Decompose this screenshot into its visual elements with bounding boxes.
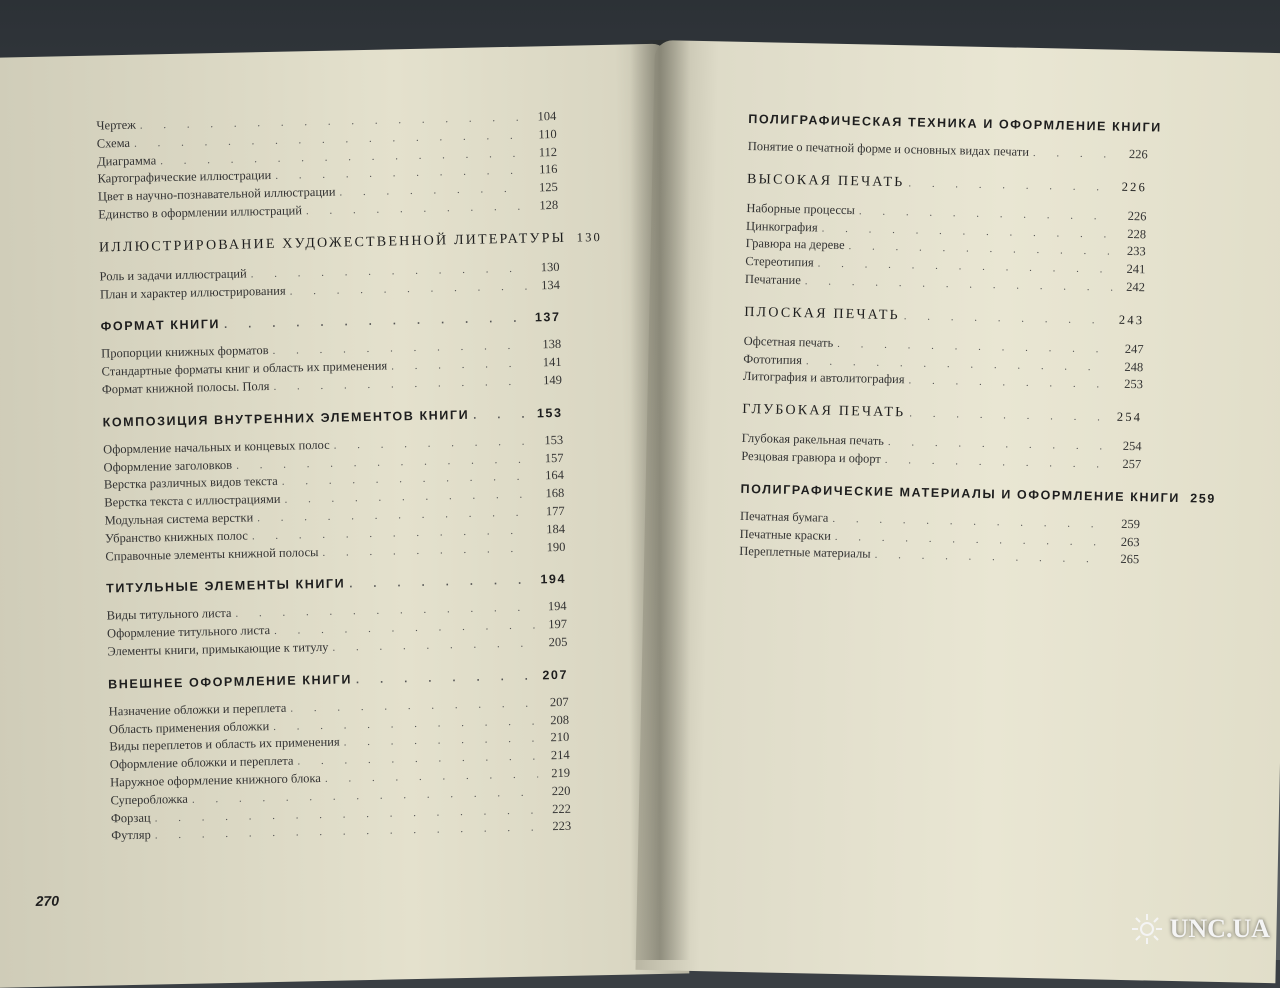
entry-label: Суперобложка — [110, 791, 188, 809]
toc-section — [106, 572, 568, 661]
toc-section — [101, 310, 563, 399]
entry-label: Диаграмма — [97, 152, 156, 170]
leader-dots — [885, 452, 1110, 473]
entry-page-number: 263 — [1111, 533, 1139, 550]
entry-label: Наружное оформление книжного блока — [110, 770, 321, 791]
entry-page-number: 259 — [1112, 515, 1140, 532]
section-heading — [106, 572, 566, 596]
entry-page-number: 233 — [1117, 243, 1145, 260]
entry-page-number: 210 — [541, 729, 569, 746]
section-heading-label: ПОЛИГРАФИЧЕСКАЯ ТЕХНИКА И ОФОРМЛЕНИЕ КНИГИ — [748, 112, 1162, 135]
entry-page-number: 177 — [536, 503, 564, 520]
entry-page-number: 214 — [542, 747, 570, 764]
section-page-number: 243 — [1116, 313, 1144, 329]
entry-label: Пропорции книжных форматов — [101, 342, 269, 362]
section-heading — [99, 231, 559, 257]
section-heading — [742, 402, 1142, 426]
entry-label: Виды переплетов и область их применения — [109, 734, 340, 756]
watermark-text: UNC.UA — [1170, 914, 1270, 944]
entry-label: Роль и задачи иллюстраций — [99, 265, 246, 285]
entry-label: Картографические иллюстрации — [97, 167, 271, 187]
toc-section — [741, 402, 1142, 474]
entry-page-number: 254 — [1113, 438, 1141, 455]
entry-page-number: 207 — [540, 694, 568, 711]
leader-dots — [273, 374, 530, 396]
section-heading — [744, 305, 1144, 329]
section-page-number: 226 — [1119, 180, 1147, 196]
entry-page-number: 134 — [532, 276, 560, 293]
entry-label: Убранство книжных полос — [105, 527, 248, 547]
entry-label: Верстка текста с иллюстрациями — [104, 491, 281, 511]
section-heading-label: ПЛОСКАЯ ПЕЧАТЬ — [744, 305, 900, 324]
leader-dots — [1033, 145, 1116, 164]
entry-page-number: 128 — [530, 197, 558, 214]
section-heading-label: ИЛЛЮСТРИРОВАНИЕ ХУДОЖЕСТВЕННОЙ ЛИТЕРАТУРЫ — [99, 231, 566, 257]
entry-page-number: 110 — [529, 126, 557, 143]
section-page-number: 153 — [534, 406, 562, 421]
leader-dots — [306, 199, 527, 220]
left-page — [0, 44, 689, 988]
toc-section — [108, 668, 571, 846]
section-heading — [748, 112, 1148, 134]
leader-dots — [224, 313, 529, 331]
section-heading-label: КОМПОЗИЦИЯ ВНУТРЕННИХ ЭЛЕМЕНТОВ КНИГИ — [103, 408, 470, 430]
book-gutter — [630, 40, 690, 960]
entry-label: Схема — [97, 135, 131, 152]
leader-dots — [908, 177, 1115, 193]
entry-page-number: 223 — [543, 818, 571, 835]
entry-page-number: 112 — [529, 144, 557, 161]
entry-label: Оформление заголовков — [103, 456, 232, 475]
toc-section — [739, 482, 1141, 570]
leader-dots — [289, 278, 528, 300]
entry-page-number: 247 — [1115, 340, 1143, 357]
entry-label: Назначение обложки и переплета — [109, 699, 287, 720]
leader-dots — [904, 310, 1113, 326]
leader-dots — [909, 408, 1110, 424]
entry-label: Модульная система верстки — [105, 509, 254, 529]
entry-page-number: 138 — [533, 336, 561, 353]
entry-label: Форзац — [111, 809, 151, 827]
leader-dots — [874, 547, 1107, 569]
entry-label: Стереотипия — [745, 253, 814, 271]
entry-page-number: 248 — [1115, 358, 1143, 375]
entry-label: Наборные процессы — [746, 200, 855, 219]
entry-label: Область применения обложки — [109, 718, 269, 738]
toc-entry — [748, 138, 1148, 164]
entry-label: Переплетные материалы — [739, 543, 871, 563]
leader-dots — [473, 408, 531, 421]
entry-page-number: 228 — [1118, 225, 1146, 242]
page-number: 270 — [35, 893, 59, 909]
entry-label: Цинкография — [746, 218, 818, 236]
entry-page-number: 104 — [528, 108, 556, 125]
entry-page-number: 220 — [542, 783, 570, 800]
section-page-number: 130 — [574, 230, 602, 246]
entry-page-number: 208 — [541, 711, 569, 728]
entry-label: Понятие о печатной форме и основных видах печати — [748, 138, 1030, 161]
right-toc — [739, 106, 1149, 585]
entry-label: Печатание — [745, 271, 801, 289]
entry-label: Элементы книги, примыкающие к титулу — [107, 639, 328, 660]
entry-label: Оформление начальных и концевых полос — [103, 437, 330, 459]
entry-label: Верстка различных видов текста — [104, 473, 278, 493]
watermark — [1130, 912, 1270, 946]
toc-section — [748, 112, 1149, 164]
entry-label: Цвет в научно-познавательной иллюстрации — [98, 184, 336, 206]
entry-page-number: 153 — [535, 432, 563, 449]
section-page-number: 207 — [540, 668, 568, 683]
leader-dots — [356, 670, 536, 686]
section-heading — [103, 406, 563, 430]
leader-dots — [349, 575, 534, 591]
entry-page-number: 241 — [1117, 261, 1145, 278]
entry-page-number: 141 — [533, 354, 561, 371]
section-heading — [101, 310, 561, 334]
entry-label: Печатная бумага — [740, 508, 829, 527]
sun-logo-icon — [1130, 912, 1164, 946]
entry-page-number: 116 — [529, 161, 557, 178]
entry-page-number: 197 — [539, 616, 567, 633]
entry-label: План и характер иллюстрирования — [100, 282, 286, 303]
left-toc — [96, 108, 571, 862]
entry-page-number: 226 — [1118, 208, 1146, 225]
entry-label: Гравюра на дереве — [746, 235, 845, 254]
section-heading-label: ПОЛИГРАФИЧЕСКИЕ МАТЕРИАЛЫ И ОФОРМЛЕНИЕ КНИГИ — [740, 482, 1180, 505]
section-heading-label: ФОРМАТ КНИГИ — [101, 317, 221, 333]
toc-section — [743, 305, 1145, 395]
entry-label: Формат книжной полосы. Поля — [102, 378, 270, 398]
entry-page-number: 190 — [537, 538, 565, 555]
entry-page-number: 130 — [531, 259, 559, 276]
section-page-number — [1162, 132, 1190, 133]
entry-label: Справочные элементы книжной полосы — [105, 544, 318, 565]
entry-page-number: 265 — [1111, 551, 1139, 568]
entry-page-number: 253 — [1115, 376, 1143, 393]
leader-dots — [908, 373, 1111, 394]
entry-label: Глубокая ракельная печать — [741, 430, 884, 450]
entry-page-number: 205 — [539, 634, 567, 651]
entry-page-number: 226 — [1120, 146, 1148, 163]
entry-label: Футляр — [111, 827, 151, 845]
entry-label: Фототипия — [743, 350, 802, 368]
entry-label: Стандартные форматы книг и область их применения — [101, 358, 387, 381]
entry-label: Единство в оформлении иллюстраций — [98, 202, 302, 223]
leader-dots — [322, 540, 533, 561]
toc-section — [103, 406, 566, 566]
leader-dots — [332, 635, 535, 656]
entry-page-number: 125 — [530, 179, 558, 196]
section-heading-label: ТИТУЛЬНЫЕ ЭЛЕМЕНТЫ КНИГИ — [106, 577, 345, 596]
section-page-number: 259 — [1188, 491, 1216, 506]
section-heading — [108, 668, 568, 692]
section-heading-label: ВЫСОКАЯ ПЕЧАТЬ — [747, 172, 905, 191]
section-page-number: 194 — [538, 572, 566, 587]
section-page-number: 137 — [532, 310, 560, 325]
toc-section — [745, 172, 1147, 297]
section-heading-label: ВНЕШНЕЕ ОФОРМЛЕНИЕ КНИГИ — [108, 672, 352, 691]
entry-page-number: 194 — [538, 598, 566, 615]
toc-section — [99, 231, 560, 304]
entry-page-number: 157 — [535, 449, 563, 466]
entry-page-number: 149 — [534, 372, 562, 389]
entry-page-number: 242 — [1117, 279, 1145, 296]
entry-label: Чертеж — [96, 117, 136, 135]
section-page-number: 254 — [1114, 410, 1142, 426]
entry-label: Печатные краски — [740, 525, 832, 544]
section-heading-label: ГЛУБОКАЯ ПЕЧАТЬ — [742, 402, 905, 421]
entry-label: Оформление обложки и переплета — [110, 753, 294, 774]
entry-label: Резцовая гравюра и офорт — [741, 448, 881, 468]
entry-label: Офсетная печать — [744, 333, 834, 352]
entry-page-number: 257 — [1113, 456, 1141, 473]
entry-page-number: 222 — [543, 800, 571, 817]
entry-page-number: 184 — [537, 521, 565, 538]
entry-page-number: 164 — [536, 467, 564, 484]
entry-page-number: 168 — [536, 485, 564, 502]
section-heading — [740, 482, 1140, 504]
section-heading — [747, 172, 1147, 196]
toc-section — [96, 108, 558, 224]
entry-label: Виды титульного листа — [107, 605, 232, 624]
entry-page-number: 219 — [542, 765, 570, 782]
leader-dots — [391, 356, 530, 376]
entry-label: Литография и автолитография — [743, 368, 905, 388]
entry-label: Оформление титульного листа — [107, 622, 270, 642]
right-page — [636, 40, 1280, 983]
